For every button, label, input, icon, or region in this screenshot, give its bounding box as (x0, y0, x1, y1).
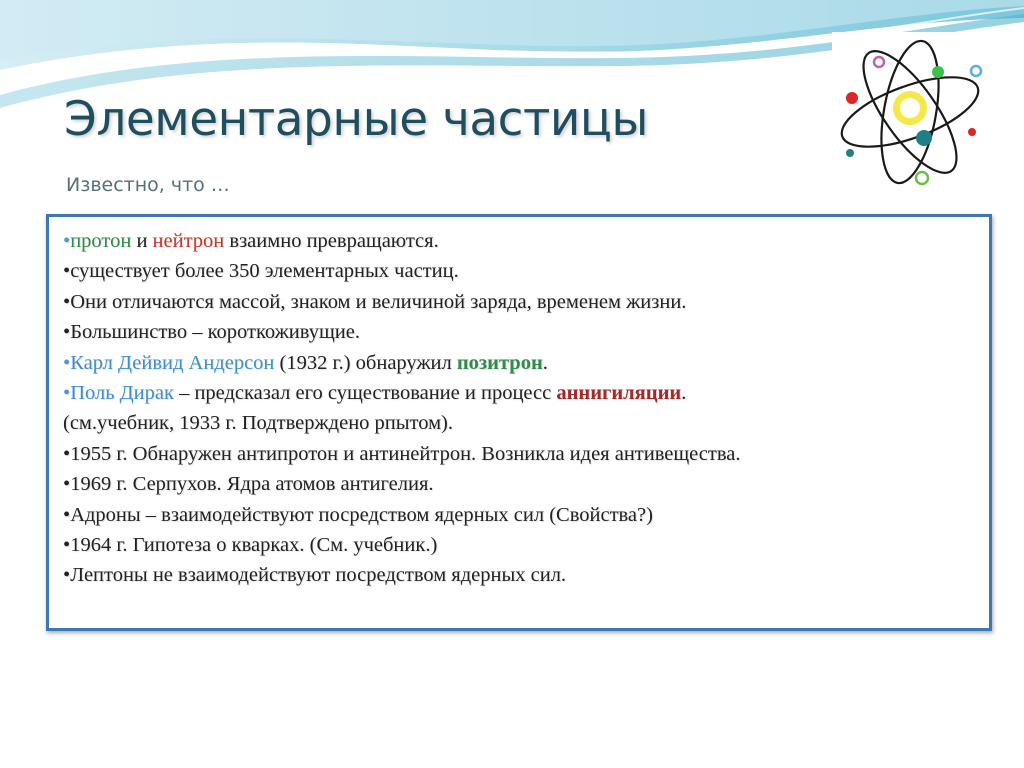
list-text: Адроны – взаимодействуют посредством ядерных сил (Свойства?) (70, 503, 653, 526)
list-text: взаимно превращаются. (224, 230, 439, 252)
bullet-icon: • (63, 442, 71, 465)
list-text: и (131, 230, 153, 252)
proton-term: протон (70, 230, 132, 252)
list-text: (см.учебник, 1933 г. Подтверждено рпытом). (63, 412, 454, 435)
list-text: . (681, 382, 687, 405)
bullet-icon: • (63, 534, 71, 557)
list-text: . (542, 351, 548, 374)
list-text: существует более 350 элементарных частиц. (70, 260, 459, 283)
bullet-icon: • (63, 321, 71, 344)
bullet-icon: • (63, 230, 71, 252)
content-box (46, 214, 992, 631)
list-text: 1955 г. Обнаружен антипротон и антинейтрон. Возникла идея антивещества. (70, 442, 741, 465)
list-item (63, 226, 989, 256)
bullet-icon: • (63, 260, 71, 283)
fact-list (49, 217, 989, 591)
list-item (63, 500, 989, 530)
list-item (63, 378, 989, 408)
bullet-icon: • (63, 290, 71, 313)
positron-term: позитрон (456, 351, 543, 374)
list-text: – предсказал его существование и процесс (173, 382, 557, 405)
slide-title: Элементарные частицы (64, 92, 649, 147)
bullet-icon: • (63, 382, 71, 405)
list-item (63, 256, 989, 286)
anderson-name: Карл Дейвид Андерсон (70, 351, 275, 374)
list-text: Большинство – короткоживущие. (70, 321, 360, 344)
list-item (63, 439, 989, 469)
bullet-icon: • (63, 564, 71, 587)
list-text: Они отличаются массой, знаком и величиной заряда, временем жизни. (70, 290, 687, 313)
list-item (63, 348, 989, 378)
list-item (63, 469, 989, 499)
list-text: (1932 г.) обнаружил (274, 351, 457, 374)
slide-subtitle: Известно, что … (66, 174, 230, 196)
bullet-icon: • (63, 503, 71, 526)
list-item (63, 317, 989, 347)
list-text: Лептоны не взаимодействуют посредством ядерных сил. (70, 564, 567, 587)
list-item (63, 408, 989, 438)
neutron-term: нейтрон (152, 230, 225, 252)
list-text: 1964 г. Гипотеза о кварках. (См. учебник.) (70, 534, 438, 557)
list-item (63, 530, 989, 560)
list-item (63, 287, 989, 317)
list-item (63, 560, 989, 590)
bullet-icon: • (63, 351, 71, 374)
bullet-icon: • (63, 473, 71, 496)
dirac-name: Поль Дирак (70, 382, 174, 405)
list-text: 1969 г. Серпухов. Ядра атомов антигелия. (70, 473, 434, 496)
annihilation-term: аннигиляции (556, 382, 682, 405)
atom-icon (832, 32, 992, 192)
